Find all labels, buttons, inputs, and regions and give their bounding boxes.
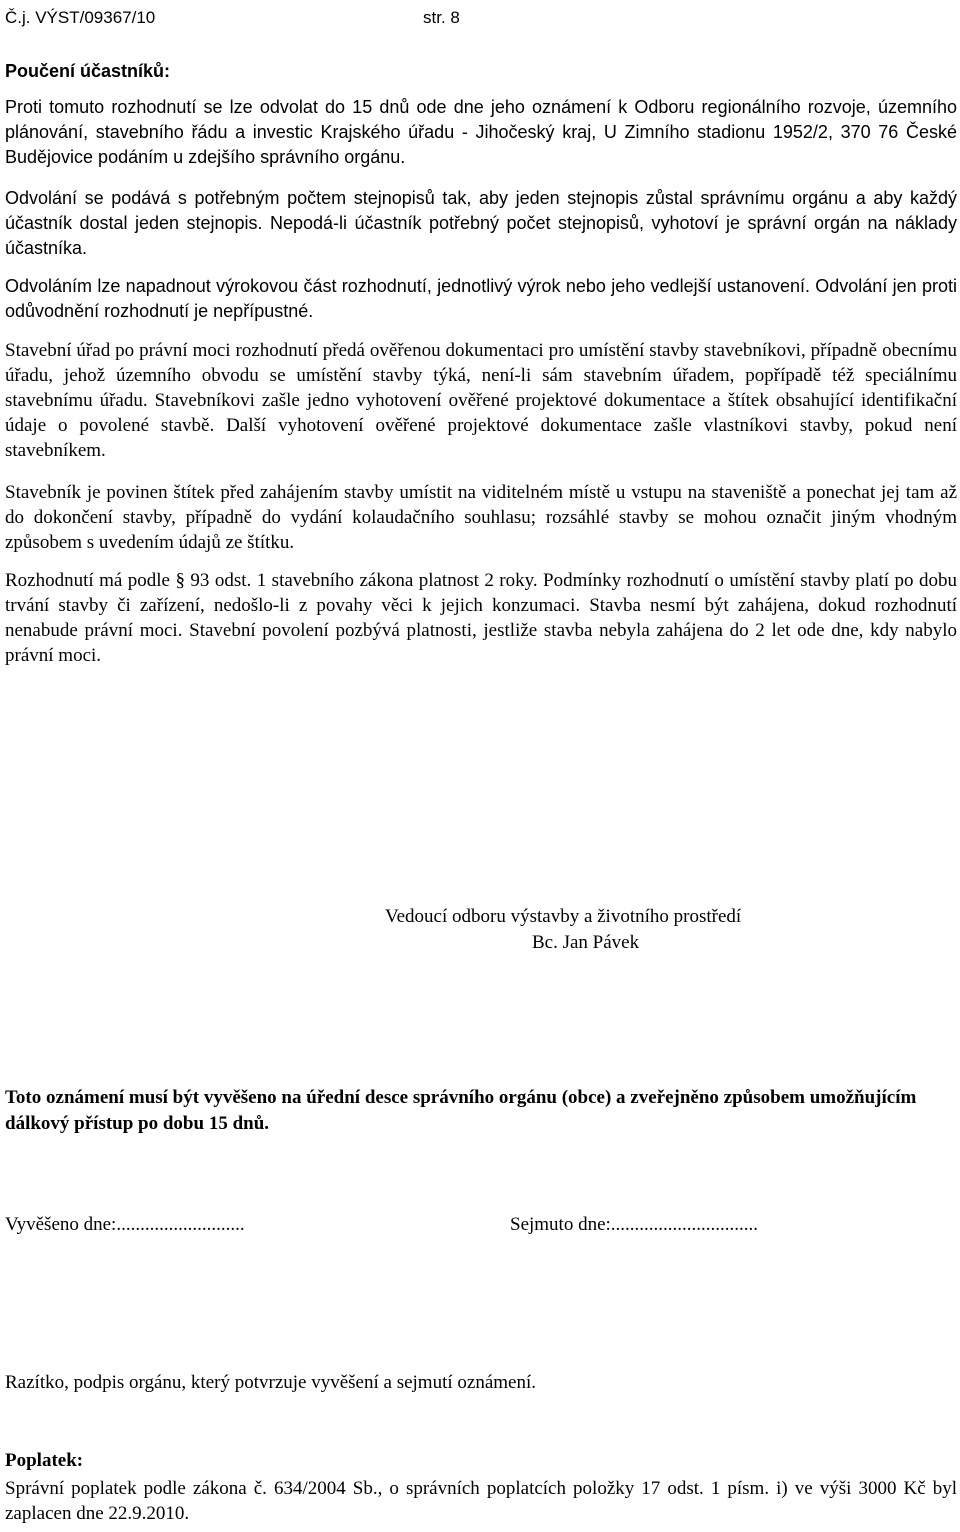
- appeal-scope-paragraph: Odvoláním lze napadnout výrokovou část rozhodnutí, jednotlivý výrok nebo jeho vedlejší ustanovení. Odvolání jen proti odůvodnění rozhodnutí je nepřípustné.: [5, 276, 957, 321]
- page-number: str. 8: [423, 8, 460, 27]
- removed-date-field: Sejmuto dne:...............................: [510, 1214, 759, 1235]
- posted-date-field: Vyvěšeno dne:...........................: [5, 1214, 245, 1235]
- documentation-paragraph: Stavební úřad po právní moci rozhodnutí předá ověřenou dokumentaci pro umístění stavby stavebníkovi, případně obecnímu úřadu, jehož územního obvodu se umístění stavby týká, není-li sám stavebním úřadem, popřípadě též speciálnímu stavebnímu úřadu. Stavebníkovi zašle jedno vyhotovení ověřené projektové dokumentace a štítek obsahující identifikační údaje o povolené stavbě. Další vyhotovení ověřené projektové dokumentace zašle vlastníkovi stavby, pokud není stavebníkem.: [5, 340, 957, 461]
- reference-number: Č.j. VÝST/09367/10: [5, 8, 156, 27]
- label-paragraph: Stavebník je povinen štítek před zahájením stavby umístit na viditelném místě u vstupu na staveniště a ponechat jej tam až do dokončení stavby, případně do vydání kolaudačního souhlasu; rozsáhlé stavby se mohou označit jiným vhodným způsobem s uvedením údajů ze štítku.: [5, 482, 957, 553]
- fee-heading: Poplatek:: [5, 1450, 84, 1471]
- validity-paragraph: Rozhodnutí má podle § 93 odst. 1 stavebního zákona platnost 2 roky. Podmínky rozhodnutí o umístění stavby platí po dobu trvání stavby či zařízení, nedošlo-li z povahy věci k jejich konzumaci. Stavba nesmí být zahájena, dokud rozhodnutí nenabude právní moci. Stavební povolení pozbývá platnosti, jestliže stavba nebyla zahájena do 2 let ode dne, kdy nabylo právní moci.: [5, 570, 957, 666]
- instructions-heading: Poučení účastníků:: [5, 61, 171, 81]
- posting-notice: Toto oznámení musí být vyvěšeno na úřední desce správního orgánu (obce) a zveřejněno způsobem umožňujícím dálkový přístup po dobu 15 dnů.: [5, 1087, 917, 1134]
- signature-block: [385, 904, 825, 955]
- signature-title: Vedoucí odboru výstavby a životního prostředí: [385, 906, 742, 927]
- page-header: [5, 8, 960, 30]
- appeal-paragraph: Proti tomuto rozhodnutí se lze odvolat do 15 dnů ode dne jeho oznámení k Odboru regionálního rozvoje, územního plánování, stavebního řádu a investic Krajského úřadu - Jihočeský kraj, U Zimního stadionu 1952/2, 370 76 České Budějovice podáním u zdejšího správního orgánu.: [5, 97, 957, 167]
- posting-dates-row: [5, 1214, 957, 1240]
- signature-name: Bc. Jan Pávek: [532, 931, 640, 953]
- fee-paragraph: Správní poplatek podle zákona č. 634/2004 Sb., o správních poplatcích položky 17 odst. 1 písm. i) ve výši 3000 Kč byl zaplacen dne 22.9.2010.: [5, 1478, 957, 1524]
- stamp-note: Razítko, podpis orgánu, který potvrzuje vyvěšení a sejmutí oznámení.: [5, 1372, 536, 1393]
- copies-paragraph: Odvolání se podává s potřebným počtem stejnopisů tak, aby jeden stejnopis zůstal správnímu orgánu a aby každý účastník dostal jeden stejnopis. Nepodá-li účastník potřebný počet stejnopisů, vyhotoví je správní orgán na náklady účastníka.: [5, 188, 957, 258]
